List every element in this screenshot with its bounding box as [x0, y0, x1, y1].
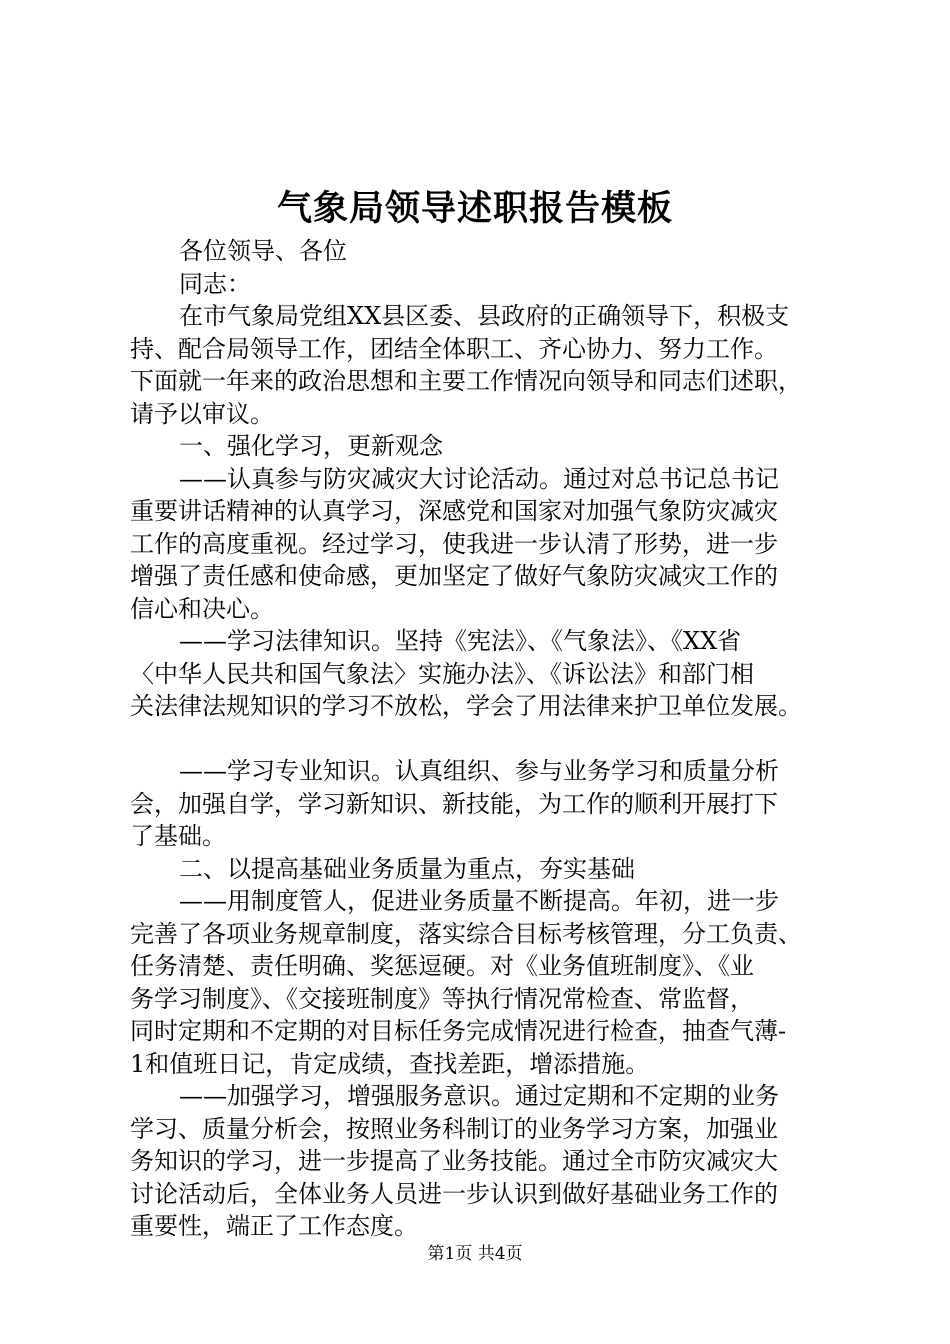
- text-line: ——学习法律知识。坚持《宪法》、《气象法》、《XX省: [179, 627, 742, 655]
- text-line: 会，加强自学，学习新知识、新技能，为工作的顺利开展打下: [130, 789, 778, 818]
- text-line: ——认真参与防灾减灾大讨论活动。通过对总书记总书记: [179, 464, 779, 493]
- text-line: 了基础。: [130, 822, 226, 850]
- text-line: 关法律法规知识的学习不放松，学会了用法律来护卫单位发展。: [130, 692, 802, 720]
- text-line: 请予以审议。: [130, 399, 274, 428]
- blank-line: [130, 723, 835, 756]
- text-line: 〈中华人民共和国气象法〉实施办法》、《诉讼法》和部门相: [130, 659, 754, 688]
- text-line: 在市气象局党组XX县区委、县政府的正确领导下，积极支: [179, 302, 790, 330]
- text-line: 下面就一年来的政治思想和主要工作情况向领导和同志们述职，: [130, 367, 802, 395]
- text-line: 务知识的学习，进一步提高了业务技能。通过全市防灾减灾大: [130, 1147, 778, 1175]
- text-line: ——用制度管人，促进业务质量不断提高。年初，进一步: [179, 887, 779, 915]
- salutation-line: 同志：: [179, 269, 251, 298]
- text-line: 持、配合局领导工作，团结全体职工、齐心协力、努力工作。: [130, 334, 778, 363]
- salutation-line: 各位领导、各位: [179, 237, 347, 265]
- text-line: 务学习制度》、《交接班制度》等执行情况常检查、常监督，: [130, 984, 754, 1013]
- text-line: 重要讲话精神的认真学习，深感党和国家对加强气象防灾减灾: [130, 497, 778, 525]
- text-line: ——加强学习，增强服务意识。通过定期和不定期的业务: [179, 1082, 779, 1110]
- document-body: [130, 235, 835, 1243]
- text-line: 完善了各项业务规章制度，落实综合目标考核管理，分工负责、: [130, 919, 802, 948]
- document-title: 气象局领导述职报告模板: [276, 188, 673, 229]
- text-line: 讨论活动后，全体业务人员进一步认识到做好基础业务工作的: [130, 1179, 778, 1208]
- text-line: 学习、质量分析会，按照业务科制订的业务学习方案，加强业: [130, 1114, 778, 1143]
- section-heading: 一、强化学习，更新观念: [179, 432, 443, 460]
- text-line: 重要性，端正了工作态度。: [130, 1212, 418, 1240]
- page-footer: 第1页 共4页: [427, 1244, 523, 1264]
- text-line: 工作的高度重视。经过学习，使我进一步认清了形势，进一步: [130, 529, 778, 558]
- text-line: 信心和决心。: [130, 594, 274, 623]
- text-line: ——学习专业知识。认真组织、参与业务学习和质量分析: [179, 757, 779, 785]
- text-line: 增强了责任感和使命感，更加坚定了做好气象防灾减灾工作的: [130, 562, 778, 590]
- text-line: 同时定期和不定期的对目标任务完成情况进行检查，抽查气薄-: [130, 1017, 787, 1045]
- section-heading: 二、以提高基础业务质量为重点，夯实基础: [179, 854, 635, 883]
- text-line: 1和值班日记，肯定成绩，查找差距，增添措施。: [130, 1049, 650, 1078]
- text-line: 任务清楚、责任明确、奖惩逗硬。对《业务值班制度》、《业: [130, 952, 754, 980]
